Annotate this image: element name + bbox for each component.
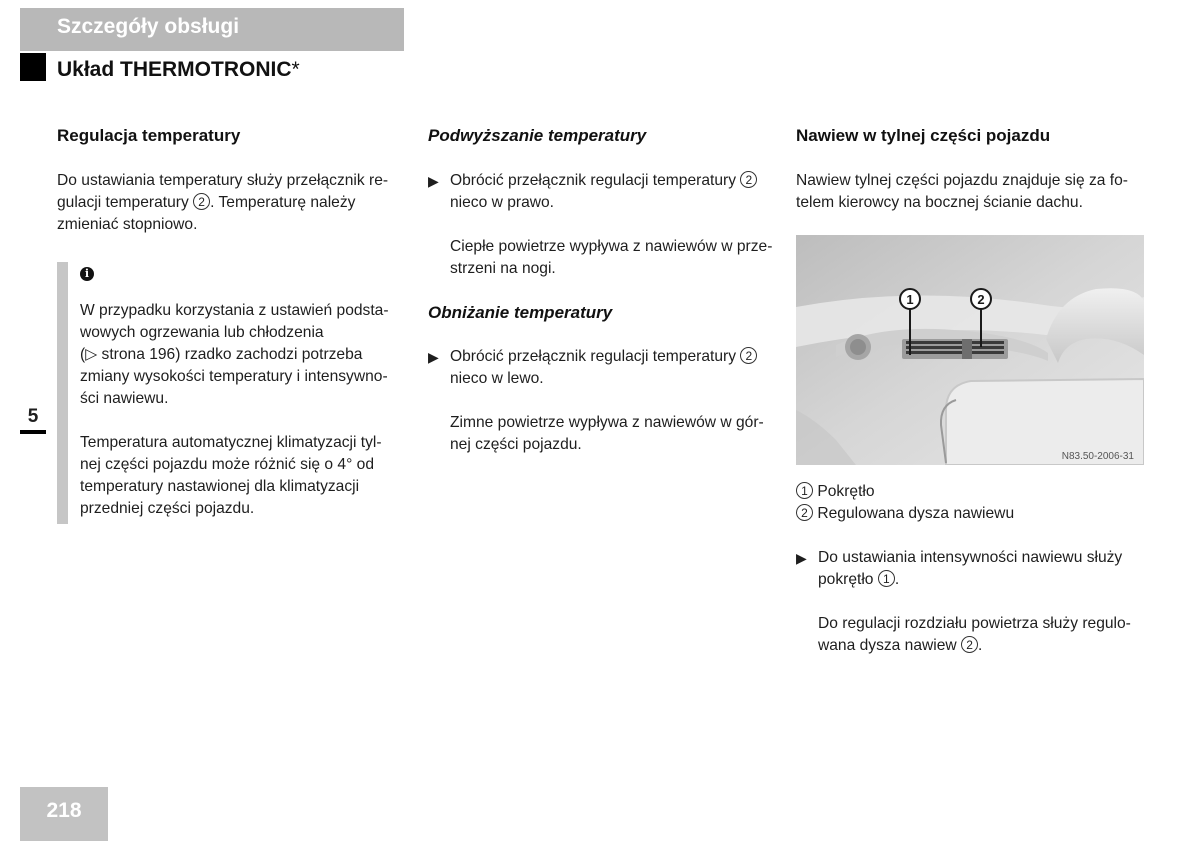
text: strzeni na nogi.	[450, 260, 556, 277]
column-3-lower	[796, 481, 1156, 657]
callout-1-label: 1	[906, 292, 914, 307]
result-paragraph	[428, 412, 778, 456]
step-arrow-icon: ▶	[428, 173, 439, 189]
step-arrow-icon: ▶	[428, 349, 439, 365]
text: nej części pojazdu może różnić się o 4° od	[80, 456, 375, 473]
step-arrow-icon: ▶	[796, 550, 807, 566]
callout-number: 2	[796, 504, 813, 521]
callout-number: 1	[878, 570, 895, 587]
text: ści nawiewu.	[80, 390, 169, 407]
callout-number: 2	[961, 636, 978, 653]
paragraph	[57, 170, 407, 236]
page-title-text: Układ THERMOTRONIC	[57, 58, 292, 81]
text: Obrócić przełącznik regulacji temperatury	[450, 348, 736, 365]
legend-text: Pokrętło	[817, 483, 875, 500]
text: nej części pojazdu.	[450, 436, 582, 453]
text: Zimne powietrze wypływa z nawiewów w gór-	[450, 414, 764, 431]
text: .	[978, 637, 983, 654]
callout-number: 2	[193, 193, 210, 210]
text: (	[80, 346, 86, 363]
rear-vent-illustration	[796, 235, 1144, 465]
text: temperatury nastawionej dla klimatyzacji	[80, 478, 360, 495]
text: Ciepłe powietrze wypływa z nawiewów w prze-	[450, 238, 773, 255]
text: zmieniać stopniowo.	[57, 216, 198, 233]
heading-lower-temperature: Obniżanie temperatury	[428, 303, 613, 322]
result-paragraph	[796, 613, 1156, 657]
text: gulacji temperatury	[57, 194, 189, 211]
title-marker	[20, 53, 46, 81]
text: Obrócić przełącznik regulacji temperatury	[450, 172, 736, 189]
heading-temperature-control: Regulacja temperatury	[57, 126, 241, 145]
info-icon: i	[80, 267, 94, 281]
text: Do ustawiania intensywności nawiewu służy	[818, 549, 1123, 566]
instruction-step	[428, 346, 778, 390]
text: Temperatura automatycznej klimatyzacji tyl-	[80, 434, 382, 451]
result-paragraph	[428, 236, 778, 280]
note-paragraph	[80, 300, 407, 410]
chapter-number: 5	[27, 406, 39, 427]
heading-raise-temperature: Podwyższanie temperatury	[428, 126, 647, 145]
paragraph	[796, 170, 1156, 214]
text: Do regulacji rozdziału powietrza służy regulo-	[818, 615, 1131, 632]
page-title	[57, 56, 300, 84]
instruction-step	[428, 170, 778, 214]
callout-number: 1	[796, 482, 813, 499]
text: .	[894, 571, 900, 588]
legend-text: Regulowana dysza nawiewu	[817, 505, 1015, 522]
text: wowych ogrzewania lub chłodzenia	[80, 324, 324, 341]
note-paragraph	[80, 432, 407, 520]
legend-item	[796, 503, 1156, 525]
text: pokrętło	[818, 571, 874, 588]
text: W przypadku korzystania z ustawień podsta-	[80, 302, 389, 319]
text: zmiany wysokości temperatury i intensywno-	[80, 368, 388, 385]
callout-number: 2	[740, 347, 757, 364]
page-number: 218	[20, 787, 108, 841]
text: wana dysza nawiew	[818, 637, 957, 654]
column-1	[57, 125, 407, 520]
text: . Temperaturę należy	[210, 194, 356, 211]
text: przedniej części pojazdu.	[80, 500, 255, 517]
arrow-reference-icon: ▷	[85, 346, 98, 363]
callout-2	[971, 289, 991, 309]
column-3	[796, 125, 1156, 214]
chapter-underline	[20, 430, 46, 434]
text: telem kierowcy na bocznej ścianie dachu.	[796, 194, 1083, 211]
text: Do ustawiania temperatury służy przełącznik re-	[57, 172, 389, 189]
rear-vent-photo	[796, 235, 1144, 465]
callout-2-label: 2	[977, 292, 985, 307]
optional-equipment-mark: *	[291, 58, 300, 81]
text: Nawiew tylnej części pojazdu znajduje się za fo-	[796, 172, 1128, 189]
text: strona 196) rzadko zachodzi potrzeba	[97, 346, 363, 363]
section-header: Szczegóły obsługi	[20, 8, 404, 51]
heading-rear-ventilation: Nawiew w tylnej części pojazdu	[796, 126, 1051, 145]
callout-1	[900, 289, 920, 309]
column-2	[428, 125, 778, 456]
legend-item	[796, 481, 1156, 503]
note-block	[80, 262, 407, 520]
text: nieco w prawo.	[450, 194, 555, 211]
callout-number: 2	[740, 171, 757, 188]
instruction-step	[796, 547, 1156, 591]
image-code: N83.50-2006-31	[1061, 451, 1134, 462]
text: nieco w lewo.	[450, 370, 544, 387]
